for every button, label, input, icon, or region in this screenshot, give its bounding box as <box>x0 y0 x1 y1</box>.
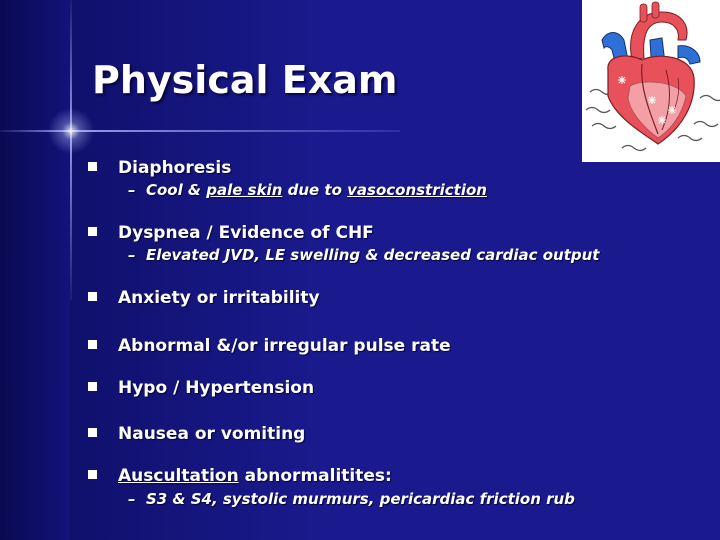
bullet-text: Nausea or vomiting <box>118 424 306 444</box>
bullet-marker <box>88 382 97 391</box>
bullet-item <box>88 223 374 243</box>
bullet-item <box>88 424 305 444</box>
heart-illustration-icon <box>582 0 720 162</box>
sub-bullet-text-part: Cool & <box>145 181 207 199</box>
bullet-marker <box>88 340 97 349</box>
sub-bullet-underlined-term: pale skin <box>206 181 283 199</box>
sub-bullet-text: S3 & S4, systolic murmurs, pericardiac friction rub <box>145 490 575 508</box>
bullet-text: Hypo / Hypertension <box>118 378 315 398</box>
light-flare <box>46 106 96 156</box>
bullet-marker <box>88 292 97 301</box>
sub-bullet-underlined-term: vasoconstriction <box>347 181 487 199</box>
sub-bullet-item <box>128 490 575 508</box>
bullet-underlined-term: Auscultation <box>118 466 239 486</box>
bullet-item <box>88 158 231 178</box>
sub-bullet-dash: – <box>128 246 136 264</box>
bullet-marker <box>88 162 97 171</box>
bullet-item <box>88 336 451 356</box>
slide-title: Physical Exam <box>92 58 398 102</box>
left-accent-band <box>0 0 70 540</box>
sub-bullet-text-part: due to <box>282 181 348 199</box>
bullet-item <box>88 288 320 308</box>
bullet-item <box>88 466 392 486</box>
sub-bullet-dash: – <box>128 490 136 508</box>
sub-bullet-text: Elevated JVD, LE swelling & decreased cardiac output <box>145 246 600 264</box>
bullet-text: Anxiety or irritability <box>118 288 320 308</box>
sub-bullet-item <box>128 181 487 199</box>
bullet-marker <box>88 227 97 236</box>
bullet-item <box>88 378 314 398</box>
sub-bullet-item <box>128 246 599 264</box>
bullet-text: Abnormal &/or irregular pulse rate <box>118 336 451 356</box>
bullet-text: abnormalitites: <box>238 466 392 486</box>
bullet-marker <box>88 470 97 479</box>
bullet-marker <box>88 428 97 437</box>
bullet-text: Diaphoresis <box>118 158 232 178</box>
sub-bullet-dash: – <box>128 181 136 199</box>
bullet-text: Dyspnea / Evidence of CHF <box>118 223 374 243</box>
